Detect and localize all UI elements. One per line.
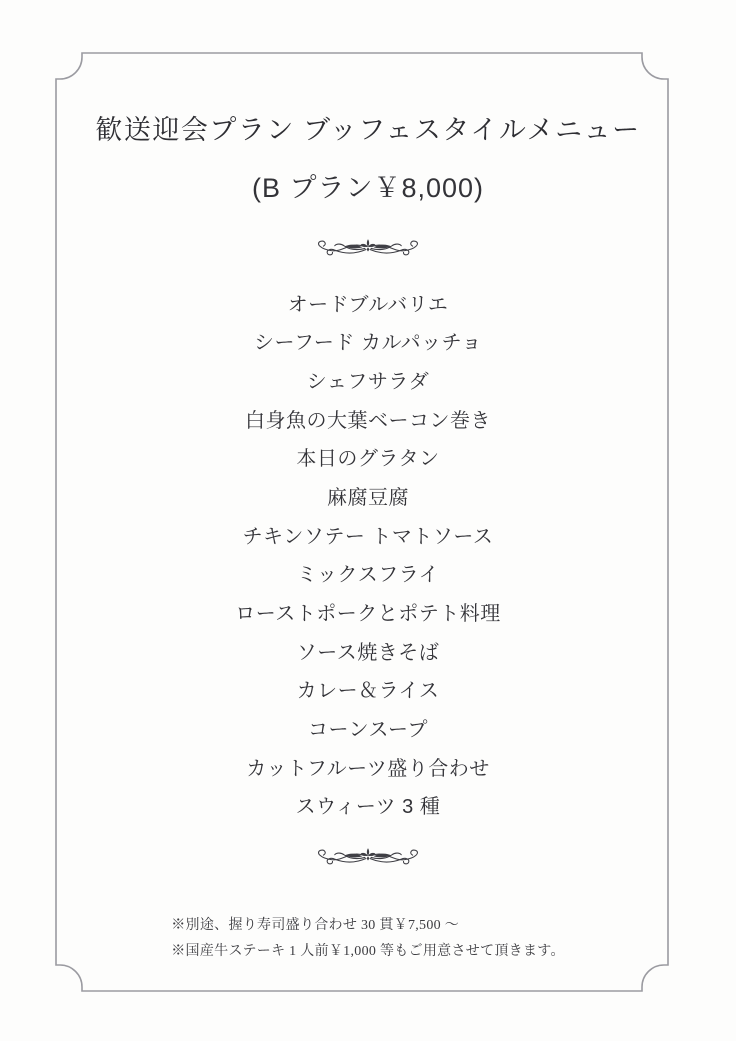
menu-item: 白身魚の大葉ベーコン巻き [245,409,491,432]
ornament-divider-top [0,237,736,261]
menu-title: 歓送迎会プラン ブッフェスタイルメニュー [95,115,641,145]
menu-item: シェフサラダ [306,371,430,394]
notes-block [171,913,565,965]
note-line: ※別途、握り寿司盛り合わせ 30 貫￥7,500 ～ [171,918,460,933]
menu-item: カットフルーツ盛り合わせ [246,757,490,780]
menu-item: コーンスープ [308,718,428,741]
menu-item: ミックスフライ [296,564,440,587]
menu-item: 本日のグラタン [296,448,440,471]
plan-price-subtitle: (B プラン￥8,000) [251,173,485,203]
note-line: ※国産牛ステーキ 1 人前￥1,000 等もご用意させて頂きます。 [171,944,565,959]
notes-section [0,913,736,965]
menu-item: チキンソテー トマトソース [242,525,494,548]
menu-item-list [0,283,736,824]
menu-item: 麻腐豆腐 [327,487,409,510]
menu-item: ソース焼きそば [296,641,440,664]
menu-item: ローストポークとポテト料理 [235,602,501,625]
ornament-divider-bottom [0,846,736,870]
menu-item: オードブルバリエ [287,293,449,316]
menu-item: スウィーツ 3 種 [295,796,441,819]
menu-item: シーフード カルパッチョ [254,332,482,355]
scroll-flourish-icon [307,237,429,261]
menu-item: カレー＆ライス [296,680,440,703]
scroll-flourish-icon [307,846,429,870]
